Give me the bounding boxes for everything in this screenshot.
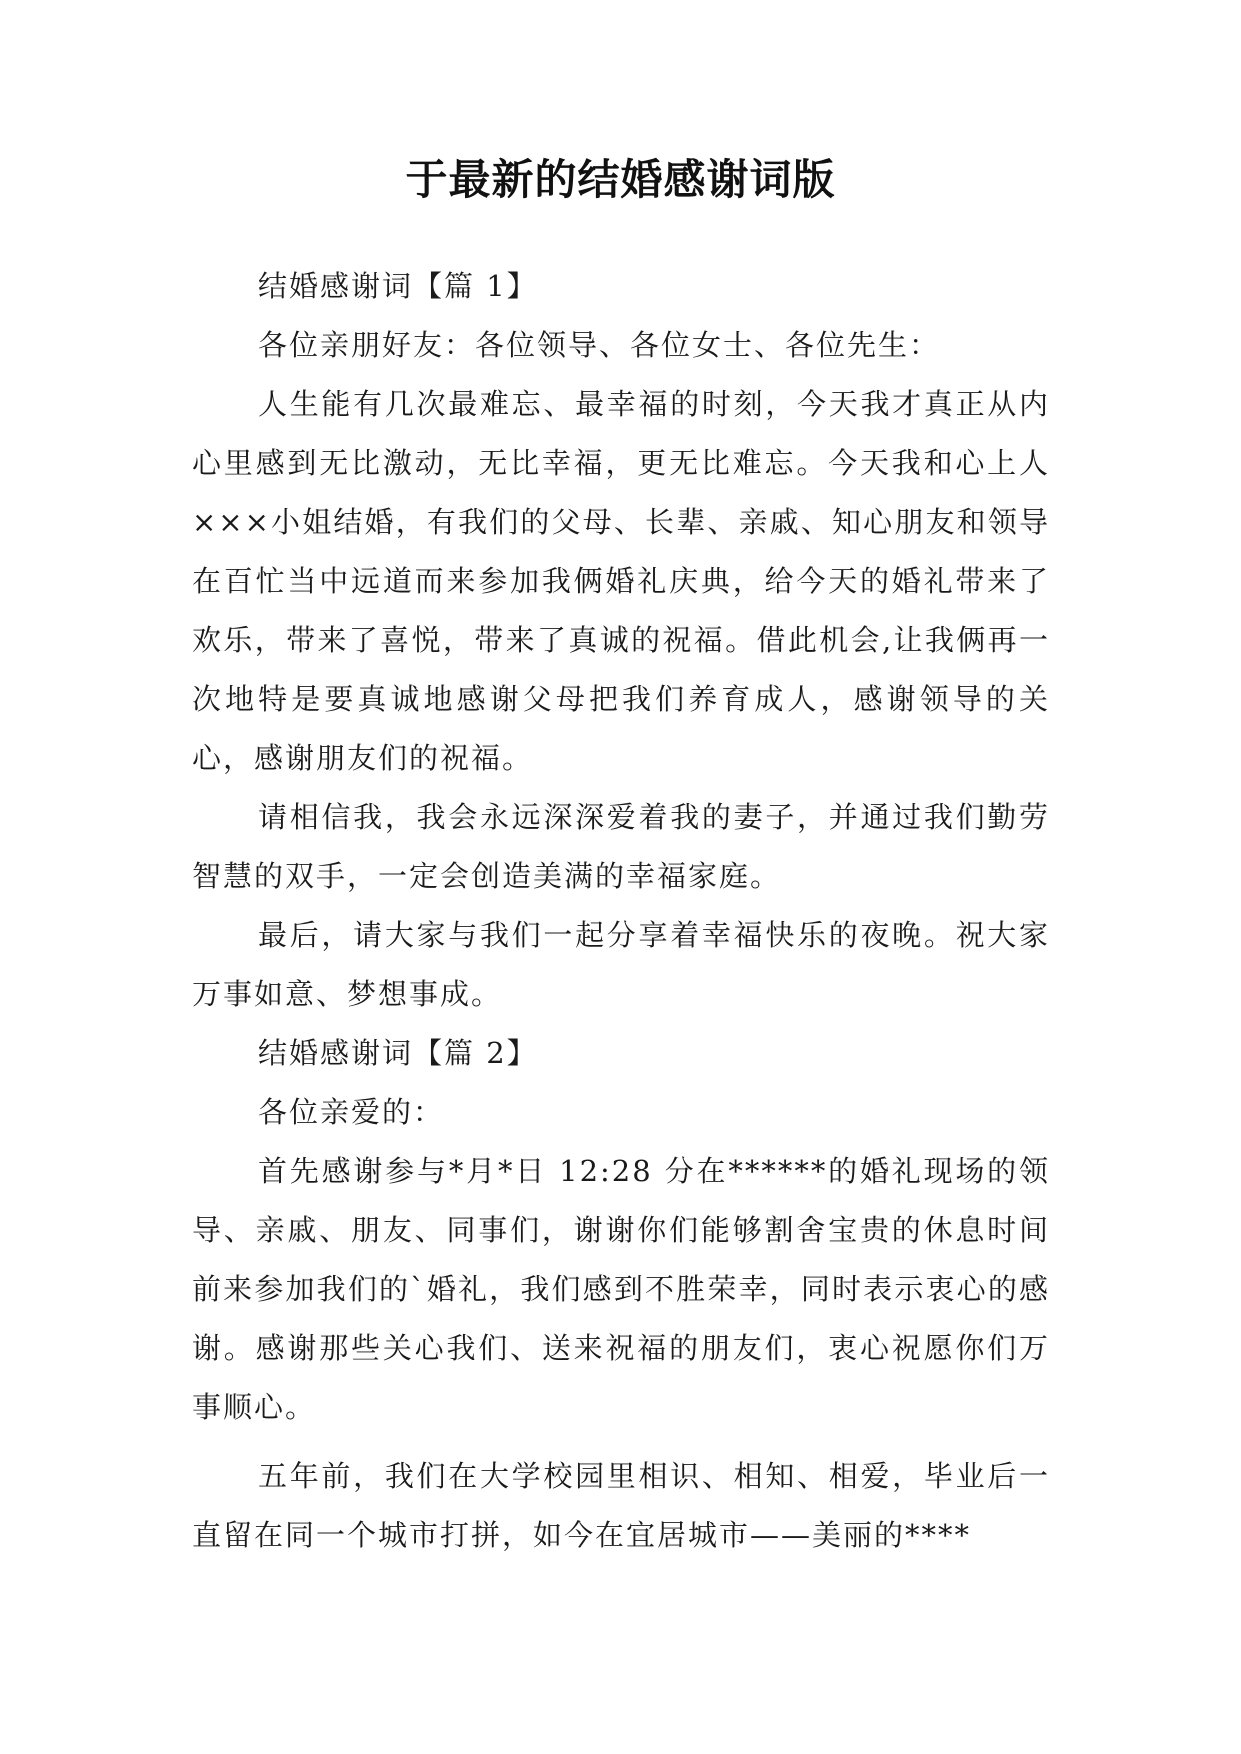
document-title: 于最新的结婚感谢词版 xyxy=(405,155,836,204)
document-body xyxy=(192,257,1050,1565)
body-paragraph: 五年前，我们在大学校园里相识、相知、相爱，毕业后一直留在同一个城市打拼，如今在宜居城市——美丽的**** xyxy=(192,1459,1050,1552)
section-heading-1: 结婚感谢词【篇 1】 xyxy=(258,269,538,303)
body-paragraph: 首先感谢参与*月*日 12:28 分在******的婚礼现场的领导、亲戚、朋友、同事们，谢谢你们能够割舍宝贵的休息时间前来参加我们的`婚礼，我们感到不胜荣幸，同时表示衷心的感谢。感谢那些关心我们、送来祝福的朋友们，衷心祝愿你们万事顺心。 xyxy=(192,1154,1050,1424)
salutation-paragraph: 各位亲朋好友：各位领导、各位女士、各位先生： xyxy=(258,328,941,362)
section-heading-2: 结婚感谢词【篇 2】 xyxy=(258,1036,538,1070)
body-paragraph: 最后，请大家与我们一起分享着幸福快乐的夜晚。祝大家万事如意、梦想事成。 xyxy=(192,918,1050,1011)
salutation-paragraph: 各位亲爱的： xyxy=(258,1095,445,1129)
body-paragraph: 人生能有几次最难忘、最幸福的时刻，今天我才真正从内心里感到无比激动，无比幸福，更无比难忘。今天我和心上人×××小姐结婚，有我们的父母、长辈、亲戚、知心朋友和领导在百忙当中远道而来参加我俩婚礼庆典，给今天的婚礼带来了欢乐，带来了喜悦，带来了真诚的祝福。借此机会,让我俩再一次地特是要真诚地感谢父母把我们养育成人，感谢领导的关心，感谢朋友们的祝福。 xyxy=(192,387,1050,775)
body-paragraph: 请相信我，我会永远深深爱着我的妻子，并通过我们勤劳智慧的双手，一定会创造美满的幸福家庭。 xyxy=(192,800,1050,893)
